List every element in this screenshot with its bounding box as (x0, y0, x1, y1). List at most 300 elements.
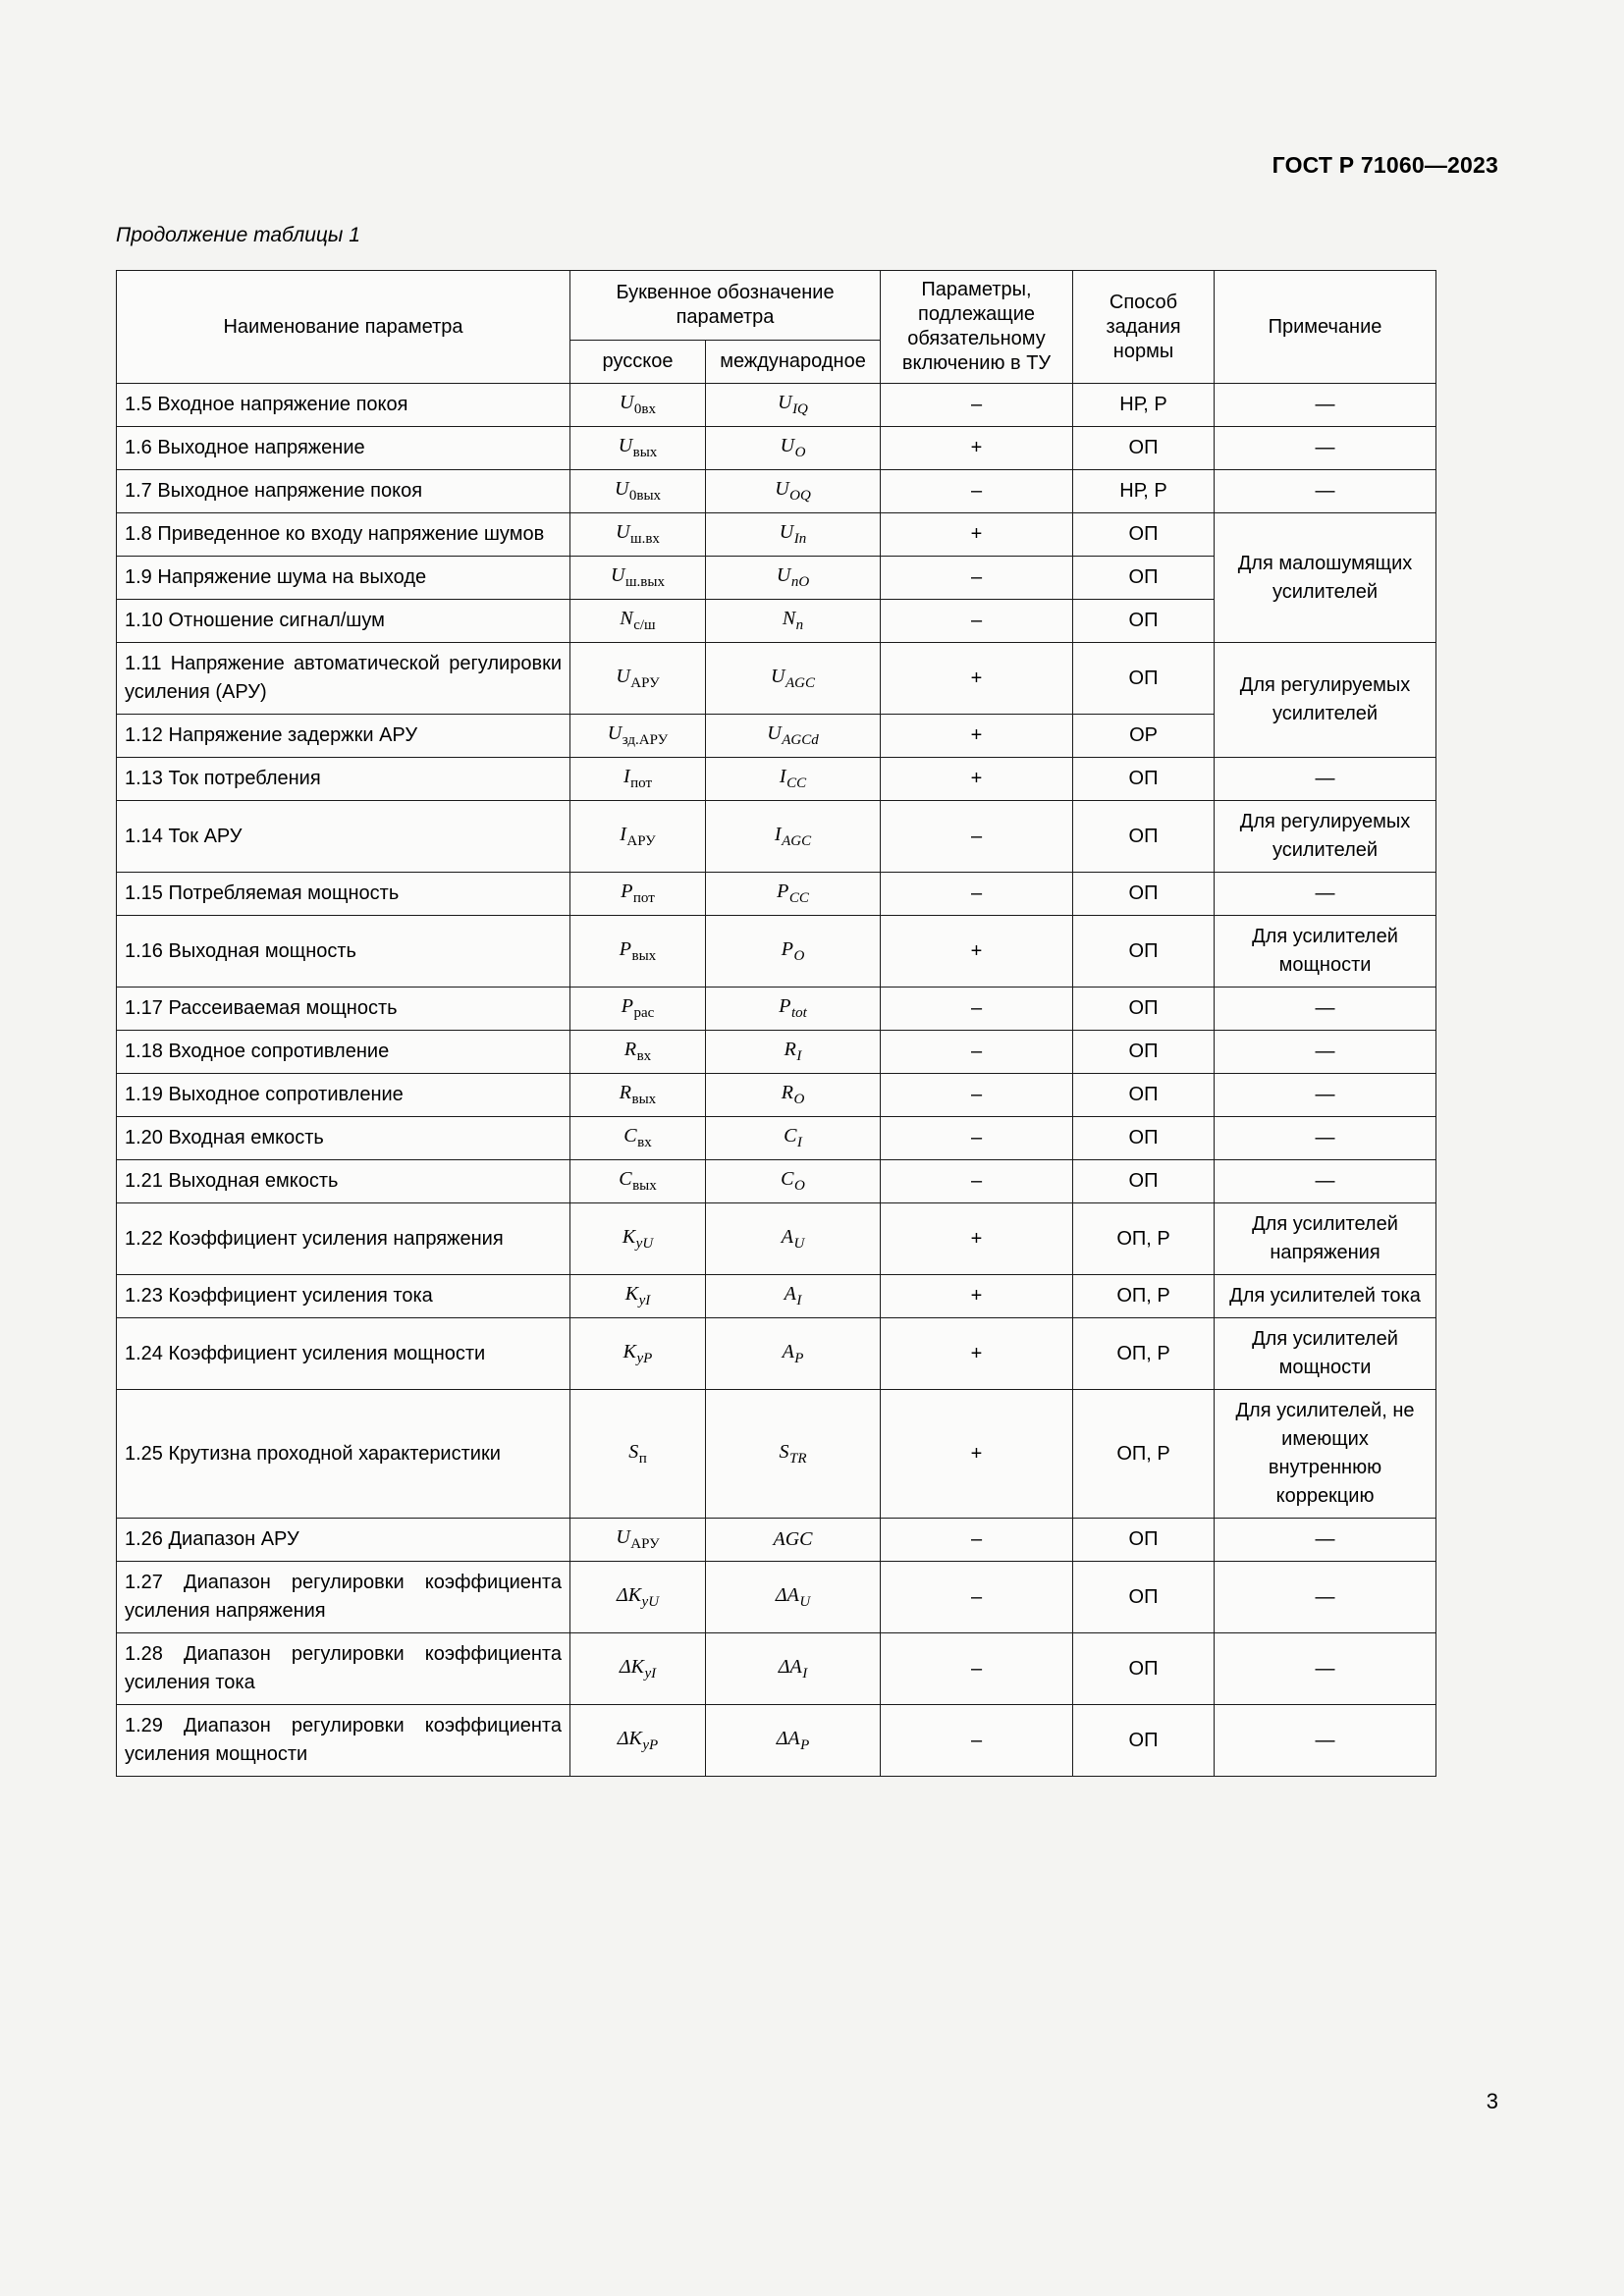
symbol-subscript: AGC (785, 674, 815, 691)
symbol-base: A (781, 1225, 793, 1248)
table-row (117, 1390, 1436, 1519)
cell-parameter-name (117, 384, 570, 427)
cell-parameter-name (117, 643, 570, 715)
symbol-subscript: 0вых (628, 488, 662, 504)
symbol-base: P (779, 995, 791, 1017)
cell-symbol-russian (570, 988, 706, 1031)
cell-parameter-name (117, 427, 570, 470)
cell-symbol-russian (570, 1275, 706, 1318)
cell-parameter-name (117, 1275, 570, 1318)
cell-note: Для усилителей, не имеющих внутреннюю коррекцию (1215, 1390, 1436, 1519)
cell-parameter-name (117, 557, 570, 600)
cell-symbol-russian (570, 916, 706, 988)
table-row (117, 873, 1436, 916)
cell-mandatory-flag: – (881, 801, 1073, 873)
table-row (117, 384, 1436, 427)
symbol-subscript: вых (632, 1178, 657, 1194)
symbol-subscript: с/ш (633, 617, 656, 633)
parameters-table (116, 270, 1436, 1777)
cell-mandatory-flag: – (881, 1633, 1073, 1705)
parameter-name-text: 1.26 Диапазон АРУ (125, 1528, 299, 1550)
cell-symbol-russian (570, 1318, 706, 1390)
symbol-subscript: yI (638, 1293, 651, 1308)
parameter-name-text: 1.23 Коэффициент усиления тока (125, 1285, 433, 1307)
cell-symbol-international (706, 557, 881, 600)
cell-note: — (1215, 1705, 1436, 1777)
symbol-base: U (614, 478, 629, 500)
table-row (117, 470, 1436, 513)
cell-norm-method: ОП, Р (1073, 1275, 1215, 1318)
cell-symbol-russian (570, 715, 706, 758)
cell-mandatory-flag: + (881, 758, 1073, 801)
symbol-subscript: вых (632, 445, 658, 460)
cell-symbol-russian (570, 1203, 706, 1275)
cell-symbol-russian (570, 1031, 706, 1074)
cell-parameter-name (117, 1562, 570, 1633)
cell-note: — (1215, 1074, 1436, 1117)
cell-symbol-russian (570, 513, 706, 557)
cell-mandatory-flag: – (881, 1705, 1073, 1777)
cell-note: — (1215, 427, 1436, 470)
cell-parameter-name (117, 513, 570, 557)
symbol-base: A (784, 1283, 796, 1305)
cell-symbol-international (706, 1519, 881, 1562)
symbol-base: U (780, 435, 795, 456)
parameter-name-text: 1.20 Входная емкость (125, 1127, 324, 1148)
cell-parameter-name (117, 1203, 570, 1275)
symbol-subscript: вых (631, 947, 657, 964)
cell-symbol-russian (570, 801, 706, 873)
table-body (117, 384, 1436, 1777)
symbol-subscript: n (795, 617, 804, 633)
symbol-subscript: O (793, 947, 805, 964)
symbol-base: AGC (773, 1528, 813, 1550)
symbol-subscript: I (802, 1665, 808, 1682)
cell-parameter-name (117, 1318, 570, 1390)
table-row (117, 1705, 1436, 1777)
symbol-base: P (619, 937, 632, 960)
cell-symbol-international (706, 1074, 881, 1117)
cell-symbol-international (706, 1318, 881, 1390)
symbol-base: ΔK (616, 1583, 642, 1606)
symbol-base: U (611, 564, 625, 586)
symbol-subscript: O (794, 1178, 805, 1194)
symbol-subscript: п (638, 1450, 647, 1467)
cell-norm-method: НР, Р (1073, 470, 1215, 513)
cell-parameter-name (117, 1519, 570, 1562)
cell-note: — (1215, 1519, 1436, 1562)
cell-note: Для усилителей напряжения (1215, 1203, 1436, 1275)
cell-mandatory-flag: + (881, 513, 1073, 557)
parameter-name-text: 1.13 Ток потребления (125, 768, 321, 789)
symbol-base: U (778, 392, 792, 413)
parameter-name-text: 1.28 Диапазон регулировки коэффициента усиления тока (125, 1643, 562, 1693)
cell-symbol-russian (570, 1705, 706, 1777)
table-row (117, 916, 1436, 988)
symbol-subscript: tot (790, 1005, 807, 1021)
symbol-subscript: P (800, 1736, 810, 1753)
symbol-base: U (607, 722, 623, 744)
cell-mandatory-flag: – (881, 988, 1073, 1031)
parameter-name-text: 1.17 Рассеиваемая мощность (125, 997, 398, 1019)
symbol-subscript: O (794, 445, 806, 460)
symbol-subscript: In (793, 531, 807, 547)
cell-symbol-russian (570, 557, 706, 600)
cell-norm-method: ОП (1073, 873, 1215, 916)
symbol-subscript: I (796, 1048, 802, 1064)
cell-mandatory-flag: + (881, 715, 1073, 758)
symbol-subscript: yU (641, 1593, 660, 1610)
cell-symbol-international (706, 1031, 881, 1074)
symbol-subscript: OQ (789, 488, 811, 504)
table-header-row-1 (117, 271, 1436, 341)
table-row (117, 427, 1436, 470)
cell-symbol-russian (570, 600, 706, 643)
symbol-subscript: вых (631, 1092, 657, 1107)
symbol-base: ΔK (619, 1655, 644, 1678)
cell-mandatory-flag: + (881, 427, 1073, 470)
cell-symbol-russian (570, 643, 706, 715)
parameters-table-wrapper (116, 270, 1435, 1777)
table-row (117, 1074, 1436, 1117)
cell-symbol-international (706, 643, 881, 715)
symbol-base: U (619, 392, 634, 413)
symbol-subscript: yU (635, 1235, 654, 1252)
symbol-base: P (621, 881, 633, 902)
table-row (117, 1519, 1436, 1562)
symbol-base: R (784, 1039, 796, 1060)
cell-symbol-international (706, 1633, 881, 1705)
table-row (117, 1318, 1436, 1390)
cell-parameter-name (117, 715, 570, 758)
cell-note: — (1215, 873, 1436, 916)
cell-norm-method: ОП, Р (1073, 1203, 1215, 1275)
cell-norm-method: ОП (1073, 427, 1215, 470)
cell-mandatory-flag: – (881, 1519, 1073, 1562)
parameter-name-text: 1.7 Выходное напряжение покоя (125, 480, 423, 502)
cell-norm-method: ОП, Р (1073, 1318, 1215, 1390)
symbol-subscript: CC (788, 890, 809, 906)
cell-parameter-name (117, 873, 570, 916)
cell-note: Для усилителей мощности (1215, 916, 1436, 988)
cell-parameter-name (117, 1390, 570, 1519)
table-row (117, 1160, 1436, 1203)
cell-norm-method: ОП (1073, 916, 1215, 988)
symbol-base: I (774, 823, 782, 845)
parameter-name-text: 1.24 Коэффициент усиления мощности (125, 1342, 486, 1364)
parameter-name-text: 1.19 Выходное сопротивление (125, 1084, 404, 1105)
symbol-base: A (782, 1340, 794, 1362)
cell-norm-method: ОР (1073, 715, 1215, 758)
parameter-name-text: 1.14 Ток АРУ (125, 825, 243, 847)
cell-symbol-russian (570, 1562, 706, 1633)
cell-symbol-international (706, 988, 881, 1031)
cell-symbol-russian (570, 873, 706, 916)
symbol-base: P (777, 881, 789, 902)
symbol-base: ΔA (775, 1583, 799, 1606)
symbol-base: U (767, 722, 782, 744)
parameter-name-text: 1.16 Выходная мощность (125, 939, 356, 962)
parameter-name-text: 1.8 Приведенное ко входу напряжение шумов (125, 523, 545, 545)
symbol-base: K (623, 1340, 636, 1362)
table-row (117, 1203, 1436, 1275)
parameter-name-text: 1.6 Выходное напряжение (125, 437, 365, 458)
symbol-subscript: ш.вых (624, 574, 665, 590)
cell-mandatory-flag: + (881, 1390, 1073, 1519)
cell-mandatory-flag: + (881, 1203, 1073, 1275)
cell-parameter-name (117, 1117, 570, 1160)
table-row (117, 801, 1436, 873)
symbol-subscript: ш.вх (630, 531, 660, 547)
symbol-base: U (616, 665, 630, 687)
header-cell-note: Примечание (1215, 271, 1436, 384)
symbol-subscript: I (796, 1293, 802, 1308)
cell-mandatory-flag: + (881, 916, 1073, 988)
cell-norm-method: ОП, Р (1073, 1390, 1215, 1519)
cell-norm-method: ОП (1073, 1117, 1215, 1160)
symbol-subscript: зд.АРУ (622, 732, 669, 748)
table-row (117, 1562, 1436, 1633)
header-cell-letter-ru: русское (570, 341, 706, 384)
symbol-subscript: yI (644, 1665, 657, 1682)
symbol-base: R (623, 1039, 637, 1060)
symbol-base: U (771, 665, 785, 687)
cell-note: Для усилителей тока (1215, 1275, 1436, 1318)
cell-mandatory-flag: + (881, 1275, 1073, 1318)
table-row (117, 988, 1436, 1031)
cell-norm-method: ОП (1073, 1160, 1215, 1203)
cell-parameter-name (117, 988, 570, 1031)
cell-symbol-russian (570, 1519, 706, 1562)
cell-norm-method: ОП (1073, 513, 1215, 557)
cell-norm-method: ОП (1073, 643, 1215, 715)
cell-parameter-name (117, 916, 570, 988)
cell-parameter-name (117, 1633, 570, 1705)
table-row (117, 513, 1436, 557)
cell-note: Для регулируемых усилителей (1215, 801, 1436, 873)
cell-symbol-international (706, 1275, 881, 1318)
cell-symbol-international (706, 758, 881, 801)
cell-symbol-international (706, 1203, 881, 1275)
cell-note: Для регулируемых усилителей (1215, 643, 1436, 758)
cell-symbol-russian (570, 1074, 706, 1117)
cell-parameter-name (117, 1705, 570, 1777)
symbol-base: S (628, 1440, 639, 1463)
parameter-name-text: 1.5 Входное напряжение покоя (125, 394, 408, 415)
cell-symbol-international (706, 1117, 881, 1160)
symbol-subscript: O (793, 1092, 805, 1107)
header-cell-method: Способ задания нормы (1073, 271, 1215, 384)
header-cell-letter-intl: международное (706, 341, 881, 384)
table-row (117, 1275, 1436, 1318)
parameter-name-text: 1.22 Коэффициент усиления напряжения (125, 1227, 504, 1250)
symbol-base: U (616, 521, 630, 543)
cell-mandatory-flag: – (881, 470, 1073, 513)
cell-note: — (1215, 758, 1436, 801)
cell-norm-method: ОП (1073, 1705, 1215, 1777)
symbol-base: C (623, 1125, 637, 1147)
symbol-subscript: вх (636, 1048, 652, 1064)
symbol-subscript: вх (637, 1135, 652, 1150)
symbol-subscript: I (796, 1135, 802, 1150)
parameter-name-text: 1.12 Напряжение задержки АРУ (125, 724, 418, 746)
symbol-subscript: AGCd (782, 732, 819, 748)
symbol-subscript: CC (786, 775, 807, 791)
cell-symbol-international (706, 513, 881, 557)
symbol-base: U (776, 564, 791, 586)
symbol-base: U (616, 1526, 630, 1548)
symbol-base: K (622, 1225, 636, 1248)
parameter-name-text: 1.27 Диапазон регулировки коэффициента усиления напряжения (125, 1572, 562, 1622)
cell-mandatory-flag: – (881, 557, 1073, 600)
symbol-base: U (779, 521, 794, 543)
cell-symbol-international (706, 470, 881, 513)
symbol-base: ΔK (617, 1727, 642, 1749)
cell-symbol-international (706, 600, 881, 643)
cell-norm-method: ОП (1073, 988, 1215, 1031)
symbol-base: N (620, 608, 633, 629)
cell-symbol-russian (570, 384, 706, 427)
symbol-base: N (782, 608, 796, 629)
cell-mandatory-flag: – (881, 1031, 1073, 1074)
cell-norm-method: ОП (1073, 1633, 1215, 1705)
cell-note: — (1215, 384, 1436, 427)
symbol-subscript: P (794, 1350, 804, 1366)
symbol-subscript: nO (790, 574, 810, 590)
cell-symbol-russian (570, 1117, 706, 1160)
cell-symbol-international (706, 1705, 881, 1777)
cell-norm-method: ОП (1073, 1519, 1215, 1562)
cell-mandatory-flag: + (881, 643, 1073, 715)
symbol-base: U (618, 435, 633, 456)
cell-mandatory-flag: – (881, 1160, 1073, 1203)
header-cell-mandatory: Параметры, подлежащие обязательному включению в ТУ (881, 271, 1073, 384)
symbol-base: R (781, 1082, 793, 1103)
symbol-subscript: пот (632, 890, 655, 906)
parameter-name-text: 1.9 Напряжение шума на выходе (125, 566, 427, 588)
symbol-base: C (619, 1168, 632, 1190)
cell-symbol-international (706, 427, 881, 470)
symbol-subscript: пот (630, 775, 653, 791)
cell-note: — (1215, 1117, 1436, 1160)
cell-symbol-russian (570, 758, 706, 801)
cell-symbol-international (706, 916, 881, 988)
symbol-subscript: АРУ (630, 1536, 660, 1552)
cell-parameter-name (117, 801, 570, 873)
cell-symbol-international (706, 715, 881, 758)
cell-note: Для усилителей мощности (1215, 1318, 1436, 1390)
parameter-name-text: 1.11 Напряжение автоматической регулировки усиления (АРУ) (125, 653, 562, 703)
parameter-name-text: 1.29 Диапазон регулировки коэффициента усиления мощности (125, 1715, 562, 1765)
cell-parameter-name (117, 758, 570, 801)
cell-symbol-international (706, 1390, 881, 1519)
symbol-base: ΔA (776, 1727, 800, 1749)
symbol-subscript: АРУ (626, 832, 656, 849)
cell-norm-method: ОП (1073, 758, 1215, 801)
cell-parameter-name (117, 470, 570, 513)
cell-mandatory-flag: – (881, 1074, 1073, 1117)
parameter-name-text: 1.10 Отношение сигнал/шум (125, 610, 385, 631)
symbol-subscript: U (793, 1235, 805, 1252)
page-header-standard-id: ГОСТ Р 71060—2023 (1272, 152, 1498, 178)
symbol-base: ΔA (778, 1655, 802, 1678)
table-continuation-caption: Продолжение таблицы 1 (116, 224, 360, 246)
parameter-name-text: 1.21 Выходная емкость (125, 1170, 339, 1192)
cell-symbol-russian (570, 1633, 706, 1705)
header-cell-letter-designation: Буквенное обозначение параметра (570, 271, 881, 341)
cell-mandatory-flag: – (881, 1562, 1073, 1633)
symbol-subscript: АРУ (630, 674, 660, 691)
cell-note: — (1215, 988, 1436, 1031)
cell-norm-method: НР, Р (1073, 384, 1215, 427)
symbol-base: C (781, 1168, 794, 1190)
table-row (117, 1633, 1436, 1705)
symbol-subscript: TR (789, 1450, 807, 1467)
symbol-base: P (781, 937, 793, 960)
cell-symbol-international (706, 1160, 881, 1203)
cell-note: Для малошумящих усилителей (1215, 513, 1436, 643)
symbol-base: C (784, 1125, 797, 1147)
cell-mandatory-flag: – (881, 1117, 1073, 1160)
cell-mandatory-flag: – (881, 873, 1073, 916)
symbol-base: U (775, 478, 789, 500)
symbol-subscript: U (799, 1593, 811, 1610)
cell-symbol-international (706, 873, 881, 916)
cell-symbol-international (706, 384, 881, 427)
symbol-subscript: AGC (782, 832, 812, 849)
table-row (117, 1117, 1436, 1160)
symbol-subscript: IQ (792, 401, 808, 417)
symbol-base: K (624, 1283, 639, 1305)
table-row (117, 1031, 1436, 1074)
cell-norm-method: ОП (1073, 600, 1215, 643)
table-row (117, 643, 1436, 715)
cell-note: — (1215, 1160, 1436, 1203)
cell-norm-method: ОП (1073, 1562, 1215, 1633)
cell-symbol-international (706, 801, 881, 873)
cell-symbol-russian (570, 1160, 706, 1203)
parameter-name-text: 1.25 Крутизна проходной характеристики (125, 1442, 501, 1465)
symbol-base: S (779, 1440, 789, 1463)
cell-parameter-name (117, 1031, 570, 1074)
table-row (117, 758, 1436, 801)
cell-mandatory-flag: – (881, 600, 1073, 643)
cell-symbol-international (706, 1562, 881, 1633)
cell-note: — (1215, 1633, 1436, 1705)
cell-symbol-russian (570, 427, 706, 470)
cell-mandatory-flag: + (881, 1318, 1073, 1390)
table-header (117, 271, 1436, 384)
header-cell-name: Наименование параметра (117, 271, 570, 384)
parameter-name-text: 1.18 Входное сопротивление (125, 1041, 390, 1062)
cell-norm-method: ОП (1073, 801, 1215, 873)
symbol-subscript: 0вх (633, 401, 657, 417)
symbol-base: R (619, 1082, 632, 1103)
symbol-subscript: рас (633, 1005, 655, 1021)
page-number: 3 (1486, 2089, 1498, 2113)
symbol-base: I (620, 823, 626, 845)
cell-norm-method: ОП (1073, 1074, 1215, 1117)
cell-parameter-name (117, 1160, 570, 1203)
cell-mandatory-flag: – (881, 384, 1073, 427)
cell-note: — (1215, 1031, 1436, 1074)
cell-norm-method: ОП (1073, 557, 1215, 600)
cell-symbol-russian (570, 470, 706, 513)
symbol-base: P (621, 995, 633, 1017)
cell-note: — (1215, 1562, 1436, 1633)
symbol-subscript: yP (636, 1350, 653, 1366)
symbol-base: I (779, 766, 786, 787)
